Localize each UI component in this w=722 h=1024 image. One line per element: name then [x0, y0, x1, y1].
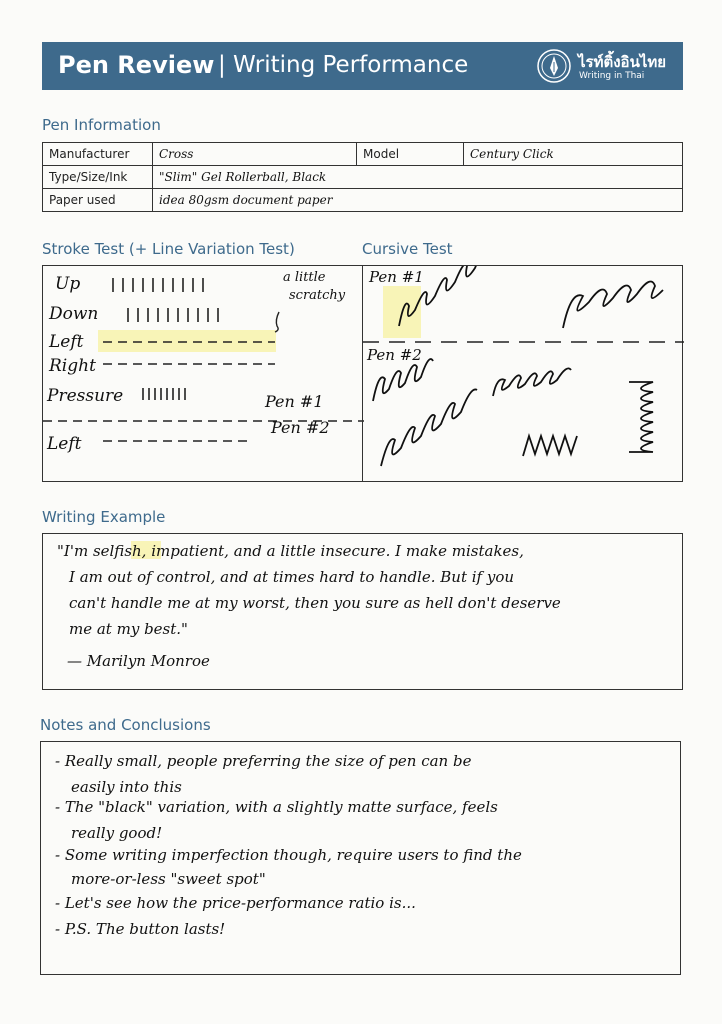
stroke-right-label: Right [49, 356, 96, 376]
note-line-5: - Some writing imperfection though, require users to find the [55, 846, 522, 864]
type-label: Type/Size/Ink [43, 166, 153, 189]
title-rest: | Writing Performance [218, 52, 469, 78]
model-value: Century Click [464, 143, 683, 166]
logo-thai-text: ไรท์ติ้งอินไทย [578, 53, 667, 71]
cursive-test-box [362, 265, 683, 482]
quote-line-1: "I'm selfish, impatient, and a little insecure. I make mistakes, [57, 542, 524, 560]
paper-label: Paper used [43, 189, 153, 212]
note-line-2: easily into this [71, 778, 182, 796]
manufacturer-value: Cross [153, 143, 357, 166]
notes-box [40, 741, 681, 975]
quote-line-3: can't handle me at my worst, then you sure as hell don't deserve [69, 594, 561, 612]
title-bold: Pen Review [58, 51, 215, 79]
writing-example-box [42, 533, 683, 690]
note-line-1: - Really small, people preferring the size of pen can be [55, 752, 472, 770]
paper-value: idea 80gsm document paper [153, 189, 683, 212]
quote-attribution: — Marilyn Monroe [67, 652, 210, 670]
stroke-test-heading: Stroke Test (+ Line Variation Test) [42, 240, 295, 258]
stroke-left-label: Left [49, 332, 84, 352]
note-line-7: - Let's see how the price-performance ratio is... [55, 894, 416, 912]
stroke-up-label: Up [55, 274, 81, 294]
stroke-test-box [42, 265, 363, 482]
stroke-pen2-label: Pen #2 [271, 418, 330, 437]
seal-icon [536, 48, 572, 84]
cursive-marks [363, 266, 684, 483]
header-banner [42, 42, 683, 90]
stroke-pressure-label: Pressure [47, 386, 124, 406]
stroke-down-label: Down [49, 304, 99, 324]
quote-line-4: me at my best." [69, 620, 188, 638]
cursive-pen2-label: Pen #2 [367, 346, 422, 364]
stroke-left2-label: Left [47, 434, 82, 454]
stroke-pen1-label: Pen #1 [265, 392, 324, 411]
logo-en-text: Writing in Thai [579, 71, 645, 81]
quote-line-2: I am out of control, and at times hard to handle. But if you [69, 568, 515, 586]
manufacturer-label: Manufacturer [43, 143, 153, 166]
stroke-note-line2: scratchy [289, 288, 346, 303]
cursive-test-heading: Cursive Test [362, 240, 453, 258]
note-line-8: - P.S. The button lasts! [55, 920, 226, 938]
cursive-pen1-label: Pen #1 [369, 268, 424, 286]
type-value: "Slim" Gel Rollerball, Black [153, 166, 683, 189]
note-line-3: - The "black" variation, with a slightly matte surface, feels [55, 798, 498, 816]
notes-heading: Notes and Conclusions [40, 716, 211, 734]
stroke-note-line1: a little [283, 270, 326, 285]
model-label: Model [357, 143, 464, 166]
note-line-4: really good! [71, 824, 163, 842]
pen-info-heading: Pen Information [42, 116, 161, 134]
writing-example-heading: Writing Example [42, 508, 166, 526]
pen-info-table [42, 142, 683, 212]
note-line-6: more-or-less "sweet spot" [71, 870, 266, 888]
